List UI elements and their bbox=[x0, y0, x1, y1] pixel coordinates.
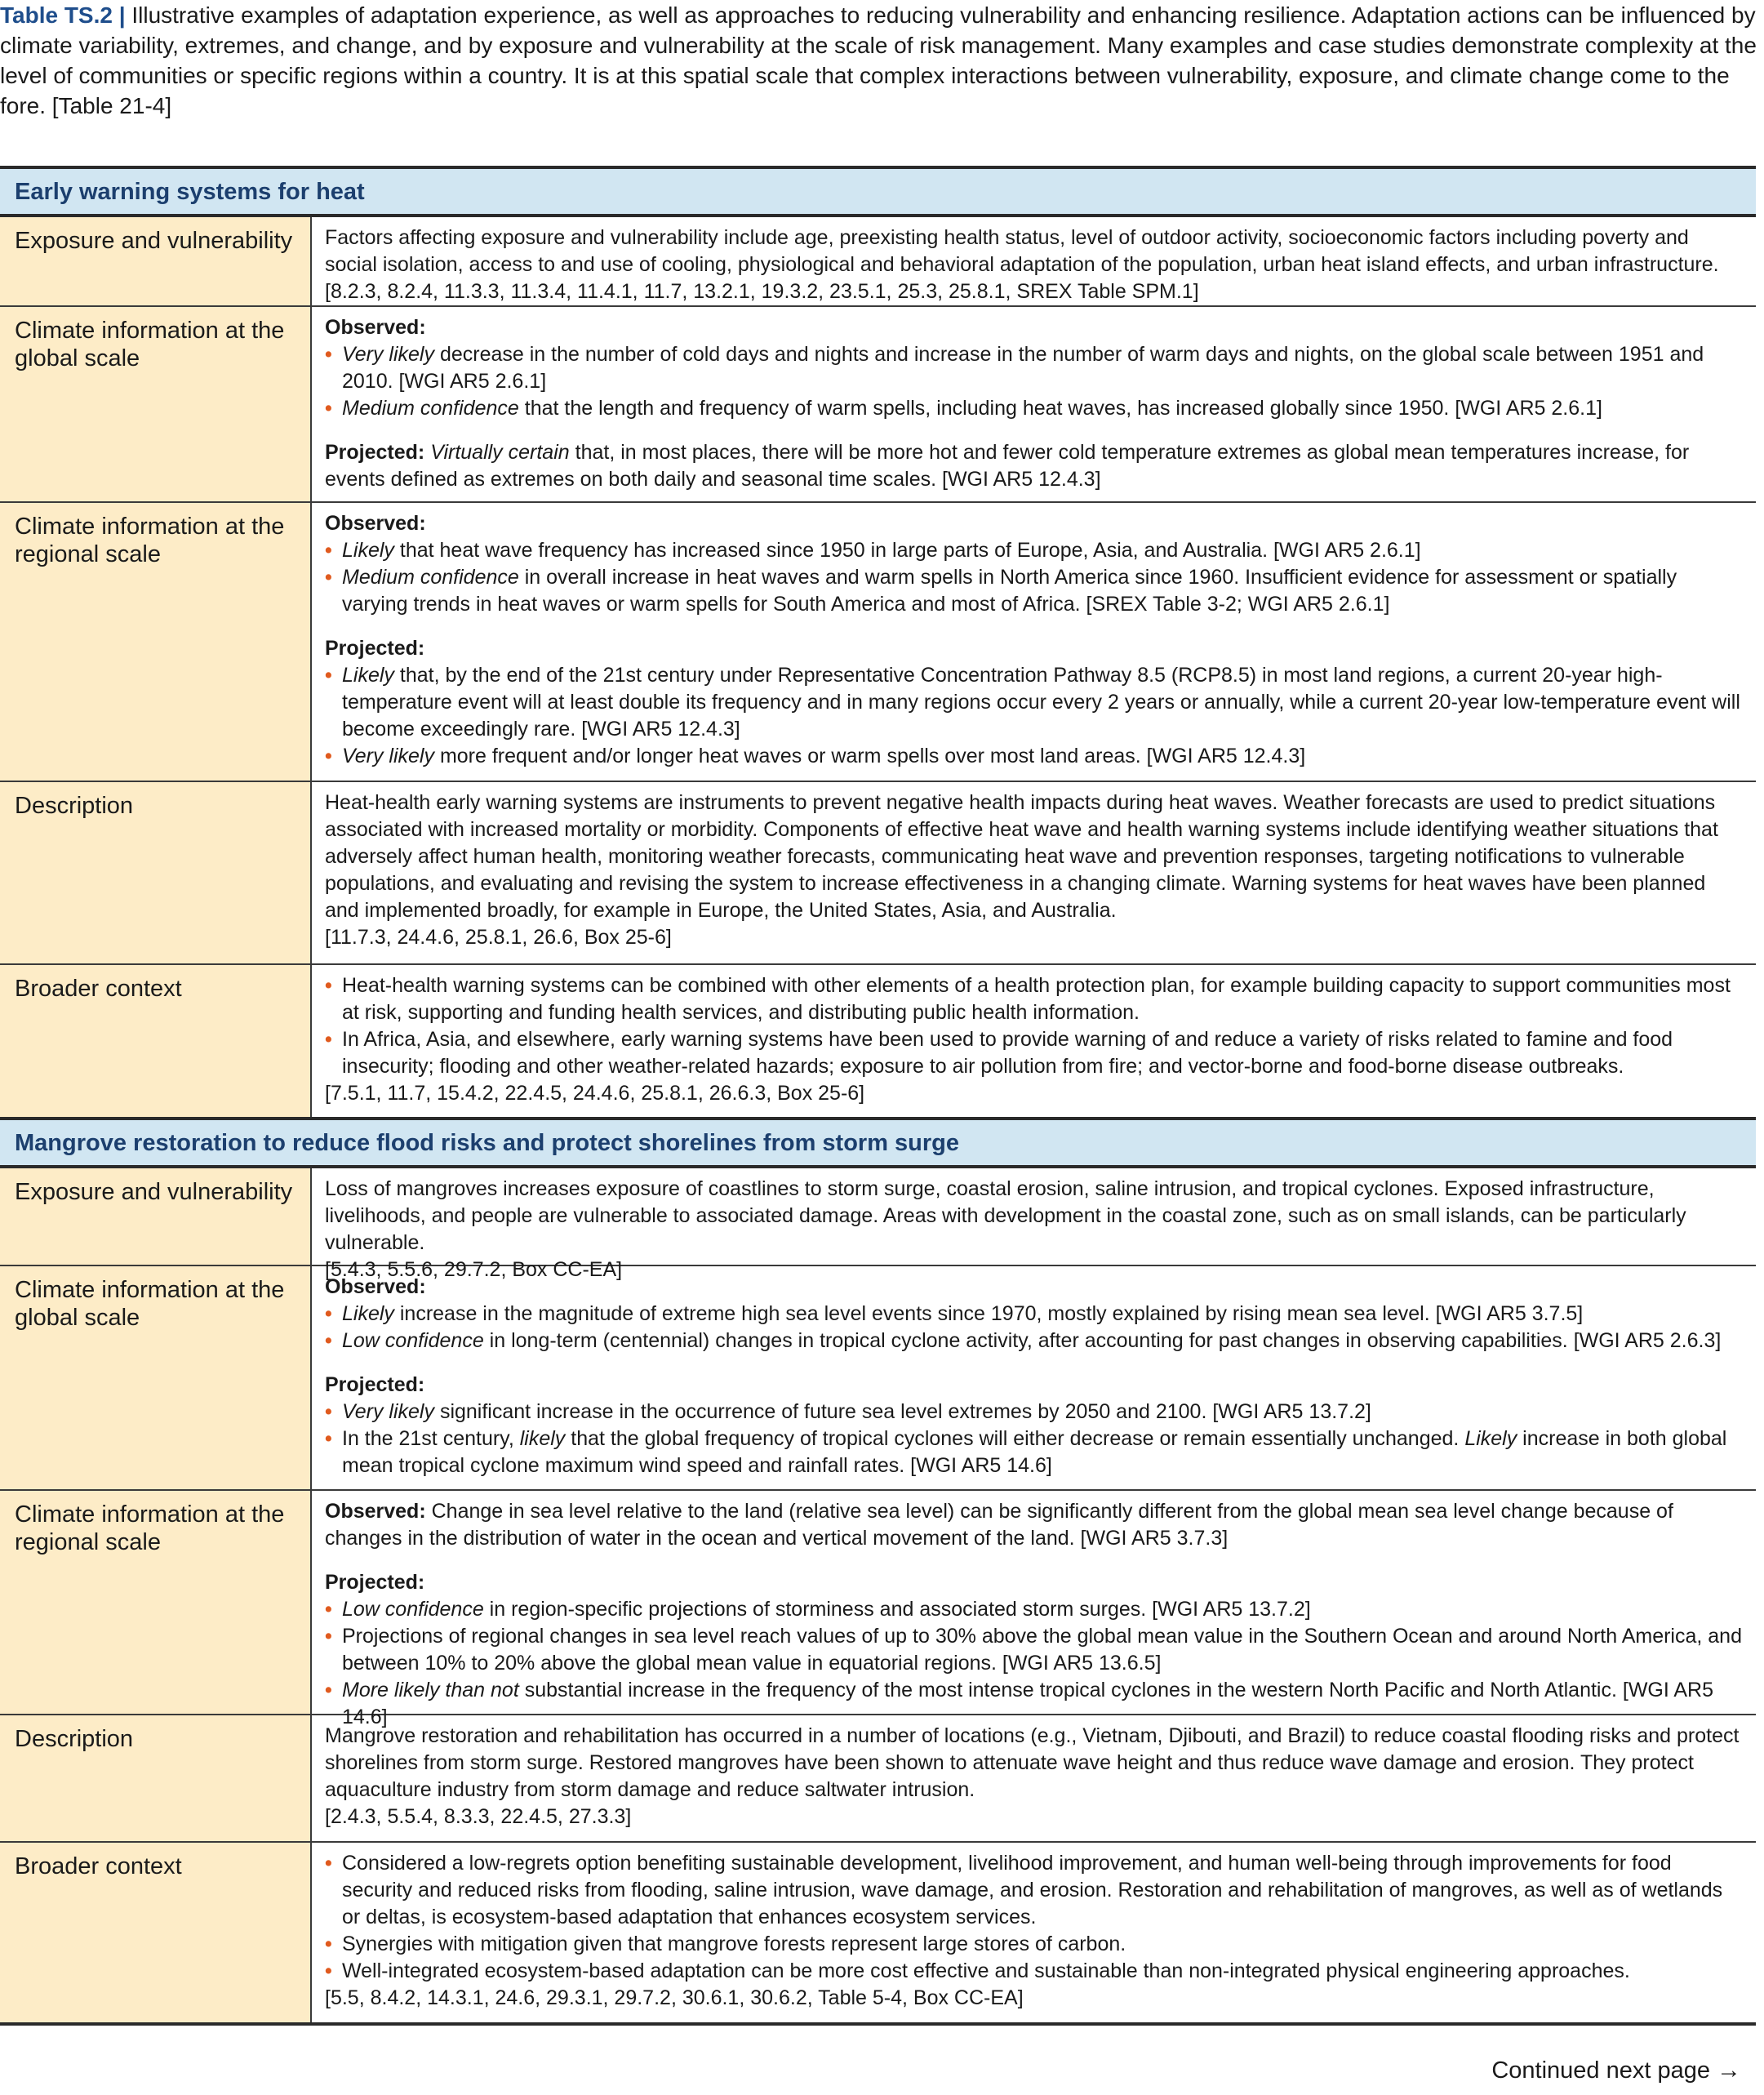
bullet-item: • Very likely decrease in the number of cold days and nights and increase in the number of warm days and nights, on the global scale between 1951 and 2010. [WGI AR5 2.6.1] bbox=[325, 341, 1744, 395]
projected-heading: Projected: bbox=[325, 637, 425, 660]
table-row bbox=[0, 1266, 1756, 1491]
row-label: Exposure and vulnerability bbox=[0, 1168, 312, 1265]
bullet-item: • Likely that heat wave frequency has increased since 1950 in large parts of Europe, Asia, and Australia. [WGI AR5 2.6.1] bbox=[325, 537, 1744, 564]
row-refs: [7.5.1, 11.7, 15.4.2, 22.4.5, 24.4.6, 25.8.1, 26.6.3, Box 25-6] bbox=[325, 1082, 865, 1105]
row-content bbox=[312, 1168, 1756, 1281]
row-content bbox=[312, 1266, 1756, 1489]
continued-label: Continued next page bbox=[1491, 2057, 1710, 2084]
row-text: Factors affecting exposure and vulnerability include age, preexisting health status, level of outdoor activity, socioeconomic factors including poverty and social isolation, access to and use of cooling, physiological and behavioral adaptation of the population, urban heat island effects, and urban infrastructure. bbox=[325, 226, 1719, 276]
section-title-mangrove: Mangrove restoration to reduce flood risks and protect shorelines from storm surge bbox=[0, 1120, 1756, 1168]
table-row bbox=[0, 782, 1756, 965]
bullet-item: • Medium confidence that the length and frequency of warm spells, including heat waves, has increased globally since 1950. [WGI AR5 2.6.1] bbox=[325, 395, 1744, 422]
bullet-item: • Very likely significant increase in the occurrence of future sea level extremes by 2050 and 2100. [WGI AR5 13.7.2] bbox=[325, 1399, 1744, 1426]
observed-paragraph: Observed: Change in sea level relative to the land (relative sea level) can be significantly different from the global mean sea level change because of changes in the distribution of water in the ocean and vertical movement of the land. [WGI AR5 3.7.3] bbox=[325, 1500, 1673, 1550]
row-text: Heat-health early warning systems are instruments to prevent negative health impacts during heat waves. Weather forecasts are used to predict situations associated with increased mortality or morbidity. Components of effective heat wave and health warning systems include identifying weather situations that adversely affect human health, monitoring weather forecasts, communicating heat wave and prevention responses, targeting notifications to vulnerable populations, and evaluating and revising the system to increase effectiveness in a changing climate. Warning systems for heat waves have been planned and implemented broadly, for example in Europe, the United States, Asia, and Australia. bbox=[325, 791, 1718, 922]
adaptation-table bbox=[0, 166, 1756, 2026]
row-label: Broader context bbox=[0, 1843, 312, 2022]
projected-heading: Projected: bbox=[325, 1571, 425, 1594]
table-row bbox=[0, 307, 1756, 503]
row-refs: [8.2.3, 8.2.4, 11.3.3, 11.3.4, 11.4.1, 11.7, 13.2.1, 19.3.2, 23.5.1, 25.3, 25.8.1, SREX Table SPM.1] bbox=[325, 280, 1199, 303]
table-row bbox=[0, 503, 1756, 782]
table-caption bbox=[0, 0, 1764, 121]
row-label: Exposure and vulnerability bbox=[0, 217, 312, 305]
row-label: Description bbox=[0, 782, 312, 963]
table-row bbox=[0, 217, 1756, 307]
bullet-item: • Low confidence in long-term (centennial) changes in tropical cyclone activity, after accounting for past changes in observing capabilities. [WGI AR5 2.6.3] bbox=[325, 1328, 1744, 1354]
bullet-item: • In the 21st century, likely that the global frequency of tropical cyclones will either decrease or remain essentially unchanged. Likely increase in both global mean tropical cyclone maximum wind speed and rainfall rates. [WGI AR5 14.6] bbox=[325, 1426, 1744, 1479]
arrow-right-icon: → bbox=[1717, 2057, 1741, 2084]
row-refs: [2.4.3, 5.5.4, 8.3.3, 22.4.5, 27.3.3] bbox=[325, 1805, 632, 1828]
row-label: Climate information at the regional scale bbox=[0, 503, 312, 781]
row-content bbox=[312, 782, 1756, 963]
row-content bbox=[312, 307, 1756, 501]
bullet-item: • In Africa, Asia, and elsewhere, early warning systems have been used to provide warning of and reduce a variety of risks related to famine and food insecurity; flooding and other weather-related hazards; exposure to air pollution from fire; and vector-borne and food-borne disease outbreaks. bbox=[325, 1026, 1744, 1080]
table-row bbox=[0, 1491, 1756, 1728]
bullet-item: • Synergies with mitigation given that mangrove forests represent large stores of carbon. bbox=[325, 1931, 1744, 1958]
row-refs: [5.4.3, 5.5.6, 29.7.2, Box CC-EA] bbox=[325, 1258, 623, 1281]
bullet-item: • Heat-health warning systems can be combined with other elements of a health protection plan, for example building capacity to support communities most at risk, supporting and funding health services, and distributing public health information. bbox=[325, 972, 1744, 1026]
continued-next-page bbox=[1491, 2057, 1741, 2084]
bullet-item: • Low confidence in region-specific projections of storminess and associated storm surges. [WGI AR5 13.7.2] bbox=[325, 1596, 1744, 1623]
section-title-heat: Early warning systems for heat bbox=[0, 169, 1756, 217]
row-refs: [11.7.3, 24.4.6, 25.8.1, 26.6, Box 25-6] bbox=[325, 926, 672, 949]
bullet-item: • Medium confidence in overall increase in heat waves and warm spells in North America since 1960. Insufficient evidence for assessment or spatially varying trends in heat waves or warm spells for South America and most of Africa. [SREX Table 3-2; WGI AR5 2.6.1] bbox=[325, 564, 1744, 618]
bullet-item: • Likely that, by the end of the 21st century under Representative Concentration Pathway 8.5 (RCP8.5) in most land regions, a current 20-year high-temperature event will at least double its frequency and in many regions occur every 2 years or annually, while a current 20-year low-temperature event will become exceedingly rare. [WGI AR5 12.4.3] bbox=[325, 662, 1744, 743]
row-content bbox=[312, 503, 1756, 781]
row-label: Climate information at the global scale bbox=[0, 1266, 312, 1489]
row-content bbox=[312, 1491, 1756, 1728]
row-label: Climate information at the global scale bbox=[0, 307, 312, 501]
table-label: Table TS.2 | bbox=[0, 2, 126, 28]
projected-paragraph: Projected: Virtually certain that, in most places, there will be more hot and fewer cold temperature extremes as global mean temperatures increase, for events defined as extremes on both daily and seasonal time scales. [WGI AR5 12.4.3] bbox=[325, 441, 1690, 491]
row-content bbox=[312, 1715, 1756, 1841]
bullet-item: • Well-integrated ecosystem-based adaptation can be more cost effective and sustainable than non-integrated physical engineering approaches. bbox=[325, 1958, 1744, 1985]
row-content bbox=[312, 1843, 1756, 2022]
table-row bbox=[0, 965, 1756, 1120]
row-label: Climate information at the regional scale bbox=[0, 1491, 312, 1714]
table-row bbox=[0, 1715, 1756, 1843]
bullet-item: • Projections of regional changes in sea level reach values of up to 30% above the global mean value in the Southern Ocean and around North America, and between 10% to 20% above the global mean value in equatorial regions. [WGI AR5 13.6.5] bbox=[325, 1623, 1744, 1677]
caption-text: Illustrative examples of adaptation experience, as well as approaches to reducing vulnerability and enhancing resilience. Adaptation actions can be influenced by climate variability, extremes, and change, and by exposure and vulnerability at the scale of risk management. Many examples and case studies demonstrate complexity at the level of communities or specific regions within a country. It is at this spatial scale that complex interactions between vulnerability, exposure, and climate change come to the fore. [Table 21-4] bbox=[0, 2, 1757, 118]
observed-heading: Observed: bbox=[325, 512, 426, 535]
bullet-item: • Considered a low-regrets option benefiting sustainable development, livelihood improvement, and human well-being through improvements for food security and reduced risks from flooding, saline intrusion, wave damage, and erosion. Restoration and rehabilitation of mangroves, as well as of wetlands or deltas, is ecosystem-based adaptation that enhances ecosystem services. bbox=[325, 1850, 1744, 1931]
bullet-item: • Likely increase in the magnitude of extreme high sea level events since 1970, mostly explained by rising mean sea level. [WGI AR5 3.7.5] bbox=[325, 1301, 1744, 1328]
row-label: Description bbox=[0, 1715, 312, 1841]
row-refs: [5.5, 8.4.2, 14.3.1, 24.6, 29.3.1, 29.7.2, 30.6.1, 30.6.2, Table 5-4, Box CC-EA] bbox=[325, 1986, 1024, 2009]
table-row bbox=[0, 1168, 1756, 1281]
observed-heading: Observed: bbox=[325, 316, 426, 339]
row-label: Broader context bbox=[0, 965, 312, 1117]
projected-heading: Projected: bbox=[325, 1373, 425, 1396]
table-row bbox=[0, 1843, 1756, 2026]
bullet-item: • Very likely more frequent and/or longer heat waves or warm spells over most land areas. [WGI AR5 12.4.3] bbox=[325, 743, 1744, 770]
row-content bbox=[312, 965, 1756, 1117]
row-text: Loss of mangroves increases exposure of coastlines to storm surge, coastal erosion, saline intrusion, and tropical cyclones. Exposed infrastructure, livelihoods, and people are vulnerable to associated damage. Areas with development in the coastal zone, such as on small islands, can be particularly vulnerable. bbox=[325, 1177, 1686, 1254]
row-content bbox=[312, 217, 1756, 305]
observed-heading: Observed: bbox=[325, 1275, 426, 1298]
bullet-item: • More likely than not substantial increase in the frequency of the most intense tropical cyclones in the western North Pacific and North Atlantic. [WGI AR5 14.6] bbox=[325, 1677, 1744, 1731]
row-text: Mangrove restoration and rehabilitation has occurred in a number of locations (e.g., Vietnam, Djibouti, and Brazil) to reduce coastal flooding risks and protect shorelines from storm surge. Restored mangroves have been shown to attenuate wave height and thus reduce wave damage and erosion. They protect aquaculture industry from storm damage and reduce saltwater intrusion. bbox=[325, 1724, 1740, 1801]
